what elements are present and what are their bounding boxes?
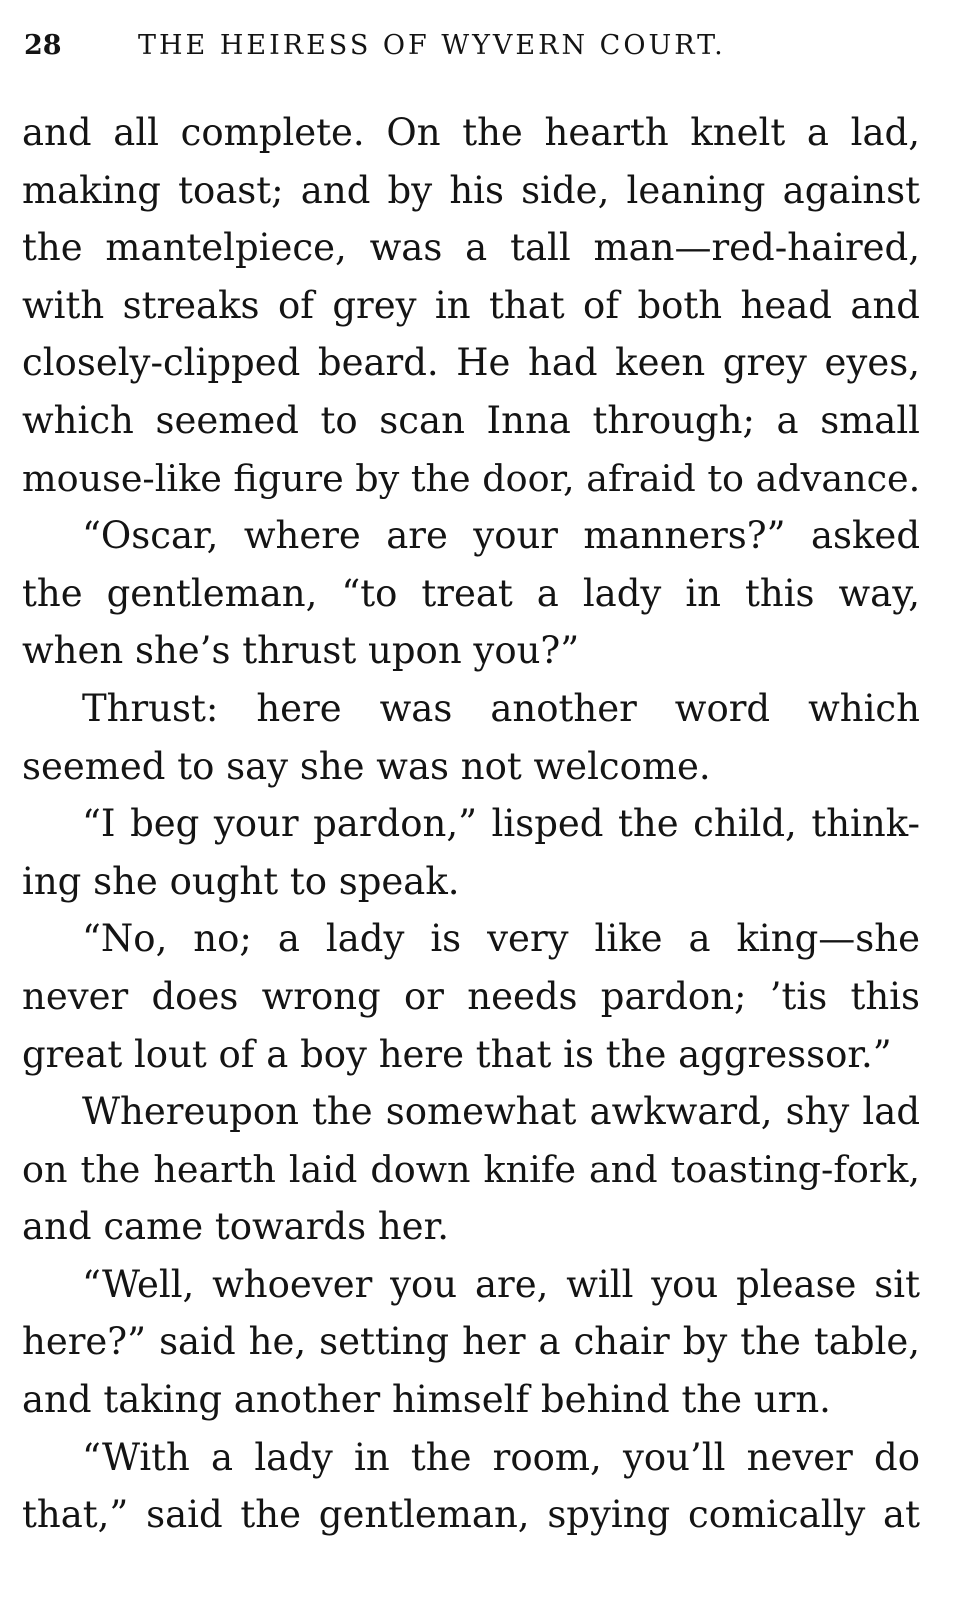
text-line: “Well, whoever you are, will you please sit <box>82 1262 920 1306</box>
page-header <box>20 22 920 72</box>
text-line: the mantelpiece, was a tall man—red-haired, <box>22 226 920 270</box>
text-line: closely-clipped beard. He had keen grey eyes, <box>22 341 920 385</box>
text-line: the gentleman, “to treat a lady in this way, <box>22 571 920 615</box>
text-line: “With a lady in the room, you’ll never do <box>82 1435 920 1479</box>
running-head: THE HEIRESS OF WYVERN COURT. <box>138 30 726 61</box>
text-line: and taking another himself behind the urn. <box>22 1378 831 1422</box>
body-text <box>22 104 920 1544</box>
text-line: never does wrong or needs pardon; ’tis this <box>22 974 920 1018</box>
text-line: which seemed to scan Inna through; a small <box>22 398 920 442</box>
text-line: making toast; and by his side, leaning against <box>22 168 920 212</box>
text-line: great lout of a boy here that is the aggressor.” <box>22 1032 892 1076</box>
text-line: “No, no; a lady is very like a king—she <box>82 917 920 961</box>
text-line: ing she ought to speak. <box>22 859 460 903</box>
page-number: 28 <box>24 30 62 61</box>
text-line: on the hearth laid down knife and toasting-fork, <box>22 1147 920 1191</box>
text-line: Thrust: here was another word which <box>82 686 920 730</box>
text-line: here?” said he, setting her a chair by the table, <box>22 1320 920 1364</box>
text-line: and all complete. On the hearth knelt a lad, <box>22 111 920 154</box>
text-line: with streaks of grey in that of both head and <box>22 283 920 327</box>
text-line: that,” said the gentleman, spying comically at <box>22 1493 920 1537</box>
text-line: Whereupon the somewhat awkward, shy lad <box>82 1090 920 1134</box>
text-line: and came towards her. <box>22 1205 449 1249</box>
text-line: “Oscar, where are your manners?” asked <box>82 514 920 558</box>
text-line: mouse-like figure by the door, afraid to advance. <box>22 456 920 500</box>
text-line: when she’s thrust upon you?” <box>22 629 580 673</box>
text-line: seemed to say she was not welcome. <box>22 744 711 788</box>
text-line: “I beg your pardon,” lisped the child, think- <box>82 802 920 846</box>
